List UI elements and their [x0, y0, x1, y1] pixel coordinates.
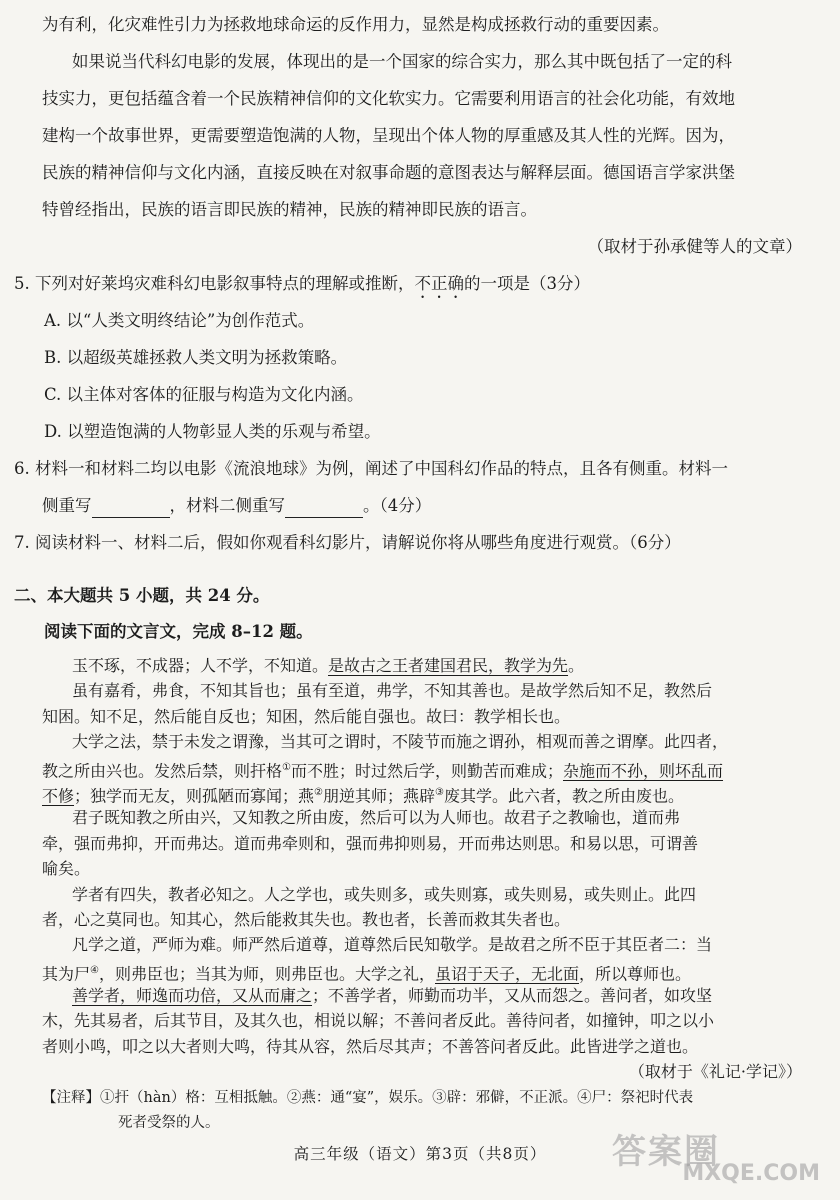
classical-line: 大学之法，禁于未发之谓豫，当其可之谓时，不陵节而施之谓孙，相观而善之谓摩。此四者， — [72, 732, 729, 751]
underlined-sentence: 虽诏于天子，无北面 — [435, 964, 580, 984]
q5-option-d[interactable]: D. 以塑造饱满的人物彰显人类的乐观与希望。 — [44, 422, 381, 441]
classical-text: 其为尸 — [42, 964, 91, 984]
passage-line: 民族的精神信仰与文化内涵，直接反映在对叙事命题的意图表达与解释层面。德国语言学家洪堡 — [42, 163, 735, 182]
notes-label: 【注释】 — [42, 1090, 100, 1106]
notes-line-2: 死者受祭的人。 — [118, 1115, 220, 1131]
q6-blank-1[interactable] — [92, 495, 170, 518]
classical-line — [72, 985, 712, 1007]
classical-line: 牵，强而弗抑，开而弗达。道而弗牵则和，强而弗抑则易，开而弗达则思。和易以思，可谓善 — [42, 834, 699, 853]
classical-text: ；不善学者，师勤而功半，又从而怨之。善问者，如攻坚 — [312, 986, 713, 1005]
q5-stem-text: 5. 下列对好莱坞灾难科幻电影叙事特点的理解或推断， — [14, 274, 415, 293]
footnote-marker: ② — [314, 787, 323, 798]
q6-score: 。（4分） — [363, 496, 432, 515]
footnote-marker: ③ — [435, 787, 444, 798]
classical-text: 教之所由兴也。发然后禁，则扞格 — [42, 761, 283, 781]
underlined-sentence: 不修 — [42, 786, 75, 806]
classical-line: 虽有嘉肴，弗食，不知其旨也；虽有至道，弗学，不知其善也。是故学然后知不足，教然后 — [72, 681, 713, 700]
classical-line — [42, 757, 723, 782]
section-2-heading: 二、本大题共 5 小题，共 24 分。 — [14, 586, 270, 605]
classical-text: 废其学。此六者，教之所由废也。 — [443, 786, 684, 806]
classical-line: 学者有四失，教者必知之。人之学也，或失则多，或失则寡，或失则易，或失则止。此四 — [72, 885, 697, 904]
page-footer: 高三年级（语文）第3页（共8页） — [293, 1145, 547, 1163]
classical-line: 者，心之莫同也。知其心，然后能救其失也。教也者，长善而救其失者也。 — [42, 910, 571, 929]
q5-score: 的一项是（3分） — [464, 274, 590, 293]
classical-line: 者则小鸣，叩之以大者则大鸣，待其从容，然后尽其声；不善答问者反此。此皆进学之道也。 — [42, 1037, 699, 1056]
classical-line: 木，先其易者，后其节目，及其久也，相说以解；不善问者反此。善待问者，如撞钟，叩之以小 — [42, 1011, 715, 1030]
question-5-stem — [14, 273, 590, 302]
classical-text: 。 — [568, 656, 585, 675]
logo-mark: 答案圈 — [612, 1132, 720, 1172]
site-logo — [612, 1124, 822, 1186]
passage-line: 技实力，更包括蕴含着一个民族精神信仰的文化软实力。它需要利用语言的社会化功能，有效地 — [42, 89, 735, 108]
classical-line: 知困。知不足，然后能自反也；知困，然后能自强也。故曰：教学相长也。 — [42, 707, 571, 726]
classical-source: （取材于《礼记·学记》） — [628, 1062, 802, 1081]
q6-text-b: ，材料二侧重写 — [169, 496, 285, 515]
classical-line — [42, 782, 684, 807]
q5-option-b[interactable]: B. 以超级英雄拯救人类文明为拯救策略。 — [44, 348, 348, 367]
underlined-sentence: 是故古之王者建国君民，教学为先 — [328, 656, 569, 675]
footnote-marker: ④ — [90, 965, 99, 976]
classical-text: 而不胜；时过然后学，则勤苦而难成； — [290, 761, 563, 781]
section-2-instruction: 阅读下面的文言文，完成 8–12 题。 — [44, 622, 313, 641]
q5-option-c[interactable]: C. 以主体对客体的征服与构造为文化内涵。 — [44, 385, 364, 404]
underlined-sentence: 杂施而不孙，则坏乱而 — [563, 761, 724, 781]
passage-line: 如果说当代科幻电影的发展，体现出的是一个国家的综合实力，那么其中既包括了一定的科 — [72, 52, 732, 71]
notes-text: ①扞（hàn）格：互相抵触。②燕：通“宴”，娱乐。③辟：邪僻，不正派。④尸：祭祀时代表 — [100, 1090, 694, 1106]
passage-line: 建构一个故事世界，更需要塑造饱满的人物，呈现出个体人物的厚重感及其人性的光辉。因为， — [42, 126, 735, 145]
question-7: 7. 阅读材料一、材料二后，假如你观看科幻影片，请解说你将从哪些角度进行观赏。（6分） — [14, 533, 681, 552]
classical-line: 喻矣。 — [42, 859, 91, 878]
classical-line: 凡学之道，严师为难。师严然后道尊，道尊然后民知敬学。是故君之所不臣于其臣者二：当 — [72, 935, 713, 954]
q5-emphasis: 不正确 — [414, 274, 464, 293]
q5-option-a[interactable]: A. 以“人类文明终结论”为创作范式。 — [44, 311, 315, 330]
passage-line: 特曾经指出，民族的语言即民族的精神，民族的精神即民族的语言。 — [42, 200, 537, 219]
q6-blank-2[interactable] — [285, 495, 363, 518]
notes-line-1 — [42, 1087, 693, 1109]
classical-line — [42, 960, 691, 985]
question-6-line2 — [42, 495, 431, 518]
logo-url: MXQE.COM — [682, 1161, 820, 1186]
q6-text-a: 侧重写 — [42, 496, 92, 515]
classical-line: 君子既知教之所由兴，又知教之所由废，然后可以为人师也。故君子之教喻也，道而弗 — [72, 808, 681, 827]
question-6-line1: 6. 材料一和材料二均以电影《流浪地球》为例，阐述了中国科幻作品的特点，且各有侧重。材料一 — [14, 459, 728, 478]
passage-source: （取材于孙承健等人的文章） — [587, 237, 802, 256]
classical-text: ，则弗臣也；当其为师，则弗臣也。大学之礼， — [98, 964, 435, 984]
classical-text: ；独学而无友，则孤陋而寡闻；燕 — [74, 786, 315, 806]
passage-paragraph-end: 为有利，化灾难性引力为拯救地球命运的反作用力，显然是构成拯救行动的重要因素。 — [42, 15, 669, 34]
classical-text: 玉不琢，不成器；人不学，不知道。 — [72, 656, 329, 675]
classical-line — [72, 655, 584, 677]
footnote-marker: ① — [282, 762, 291, 773]
classical-text: 朋逆其师；燕辟 — [323, 786, 436, 806]
underlined-sentence: 善学者，师逸而功倍，又从而庸之 — [72, 986, 313, 1005]
classical-text: ，所以尊师也。 — [579, 964, 692, 984]
